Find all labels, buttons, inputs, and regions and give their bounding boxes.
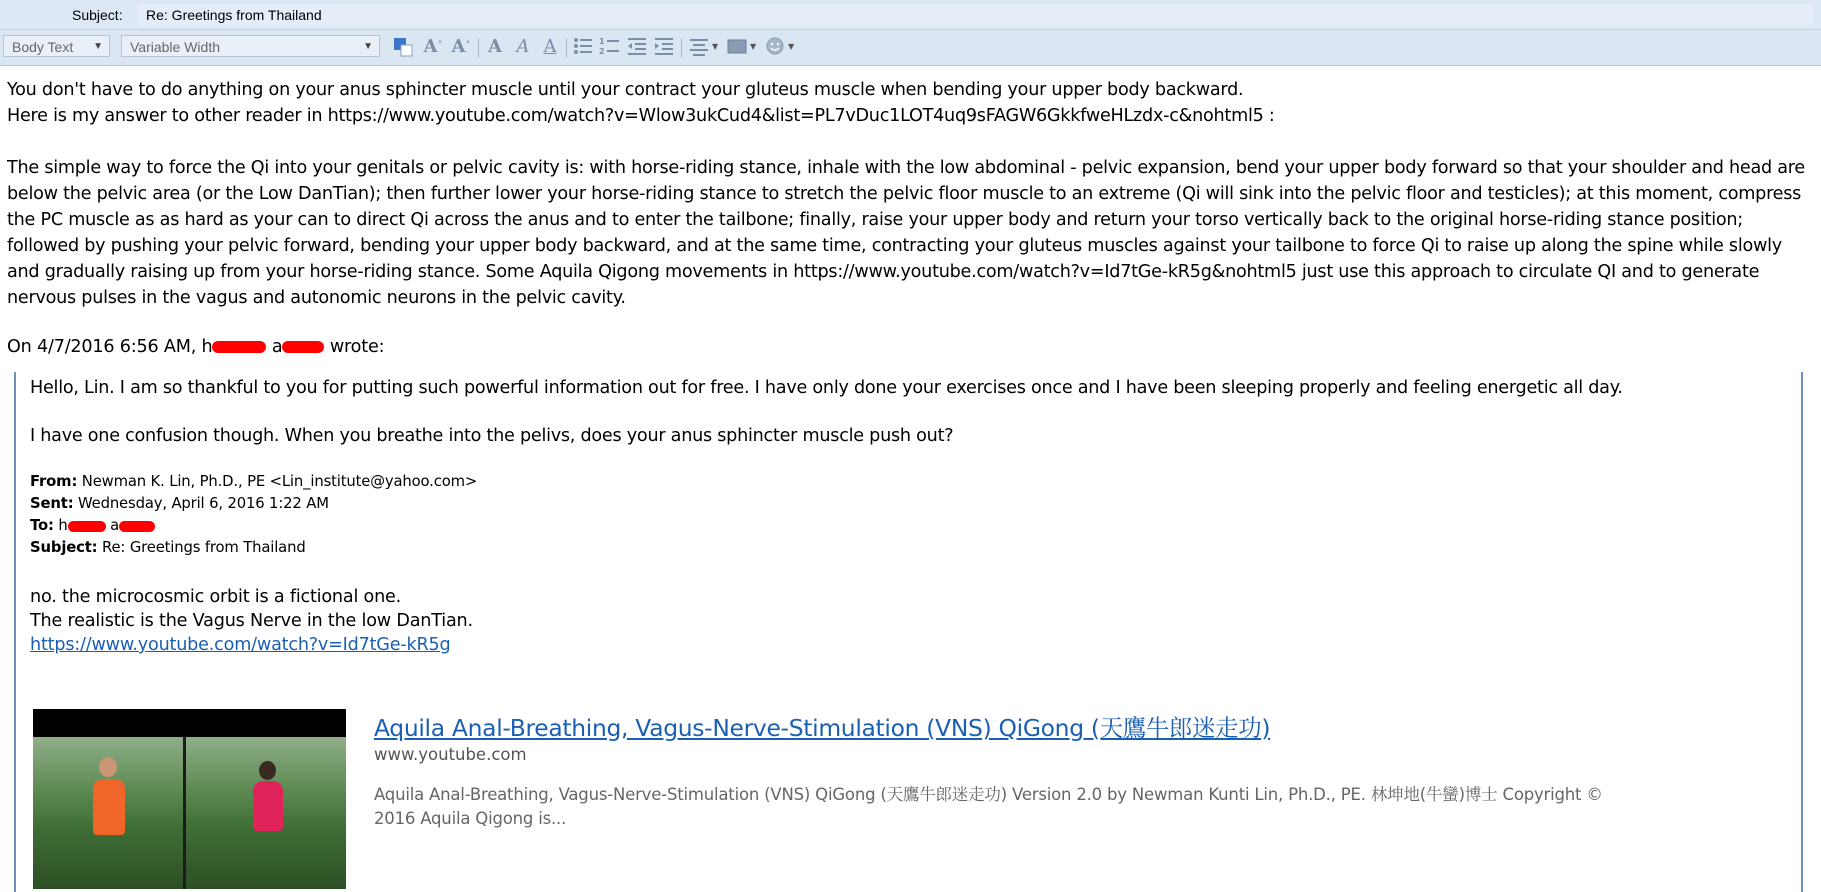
emoji-icon[interactable] (762, 35, 788, 59)
subject-label: Subject: (72, 7, 123, 23)
align-icon[interactable] (686, 35, 712, 59)
video-description: Aquila Anal-Breathing, Vagus-Nerve-Stimulation (VNS) QiGong (天鷹牛郎迷走功) Version 2.0 by Newman Kunti Lin, Ph.D., PE. 林坤地(牛蠻)博士 Copyright © 2016 Aquila Qigong is... (374, 785, 1603, 828)
quote-line-1: Hello, Lin. I am so thankful to you for putting such powerful information out for free. I have only done your exercises once and I have been sleeping properly and feeling energetic all day. (30, 378, 1623, 398)
sent-value: Wednesday, April 6, 2016 1:22 AM (73, 495, 329, 512)
redaction-mark (212, 341, 266, 353)
svg-text:1: 1 (599, 37, 605, 46)
redaction-mark (282, 341, 324, 353)
chevron-down-icon[interactable]: ▼ (712, 42, 719, 51)
bold-icon[interactable]: A (488, 36, 502, 57)
redaction-mark (119, 521, 155, 532)
video-thumbnail[interactable] (33, 709, 346, 889)
reply-line-1: no. the microcosmic orbit is a fictional one. (30, 587, 402, 607)
toolbar-divider (478, 38, 479, 58)
font-value: Variable Width (130, 39, 221, 55)
youtube-link[interactable]: https://www.youtube.com/watch?v=Id7tGe-kR5g (30, 635, 451, 655)
quoted-subject-value: Re: Greetings from Thailand (97, 539, 306, 556)
underline-icon[interactable]: A (543, 36, 557, 57)
subject-input[interactable]: Re: Greetings from Thailand (138, 4, 1813, 26)
sent-line (30, 495, 329, 512)
paragraph-style-select[interactable] (3, 35, 110, 57)
font-select[interactable] (121, 35, 380, 57)
sent-label: Sent: (30, 495, 74, 512)
video-domain: www.youtube.com (374, 745, 527, 764)
to-line: To: h a (30, 517, 155, 534)
italic-icon[interactable]: A (516, 36, 530, 57)
redaction-mark (68, 521, 106, 532)
chevron-down-icon[interactable]: ▼ (750, 42, 757, 51)
increase-font-icon[interactable]: A˄ (451, 36, 471, 57)
body-line-2: Here is my answer to other reader in https://www.youtube.com/watch?v=Wlow3ukCud4&list=PL7vDuc1LOT4uq9sFAGW6GkkfweHLzdx-c&nohtml5 : (7, 106, 1275, 126)
chevron-down-icon: ▼ (93, 41, 103, 52)
bullet-list-icon[interactable] (570, 35, 596, 59)
attribution-suffix: wrote: (324, 337, 385, 357)
paragraph-style-value: Body Text (12, 39, 74, 55)
chevron-down-icon[interactable]: ▼ (788, 42, 795, 51)
insert-icon[interactable] (724, 35, 750, 59)
toolbar-divider (681, 38, 682, 58)
quoted-message (14, 372, 1803, 892)
reply-text (30, 585, 473, 657)
to-label: To: (30, 517, 54, 534)
video-title-link[interactable]: Aquila Anal-Breathing, Vagus-Nerve-Stimulation (VNS) QiGong (天鷹牛郎迷走功) (374, 714, 1271, 742)
to-value: h (53, 517, 68, 534)
toolbar-divider (566, 38, 567, 58)
numbered-list-icon[interactable] (597, 35, 623, 59)
quote-line-2: I have one confusion though. When you breathe into the pelivs, does your anus sphincter muscle push out? (30, 426, 954, 446)
from-value: Newman K. Lin, Ph.D., PE <Lin_institute@yahoo.com> (77, 473, 478, 490)
quote-attribution: On 4/7/2016 6:56 AM, h a wrote: (7, 337, 385, 357)
quoted-subject-label: Subject: (30, 539, 98, 556)
formatting-toolbar (0, 30, 1821, 66)
from-label: From: (30, 473, 78, 490)
text-color-icon[interactable] (390, 35, 416, 59)
subject-row (0, 0, 1821, 30)
message-body[interactable] (7, 77, 1815, 311)
subject-line (30, 539, 306, 556)
reply-line-2: The realistic is the Vagus Nerve in the low DanTian. (30, 611, 473, 631)
decrease-font-icon[interactable]: A˅ (423, 36, 443, 57)
body-paragraph: The simple way to force the Qi into your genitals or pelvic cavity is: with horse-riding stance, inhale with the low abdominal - pelvic expansion, bend your upper body forward so that your shoulder and head are below the pelvic area (or the Low DanTian); then further lower your horse-riding stance to stretch the pelvic floor muscle to an extreme (Qi will sink into the pelvic floor and testicles); at this moment, compress the PC muscle as as hard as your can to direct Qi across the anus and to enter the tailbone; finally, raise your upper body and return your torso vertically back to the original horse-riding stance position; followed by pushing your pelvic forward, bending your upper body backward, and at the same time, contracting your gluteus muscles against your tailbone to force Qi to raise up along the spine while slowly and gradually raising up from your horse-riding stance. Some Aquila Qigong movements in https://www.youtube.com/watch?v=Id7tGe-kR5g&nohtml5 just use this approach to circulate QI and to generate nervous pulses in the vagus and autonomic neurons in the pelvic cavity. (7, 158, 1805, 308)
body-line-1: You don't have to do anything on your anus sphincter muscle until your contract your gluteus muscle when bending your upper body backward. (7, 80, 1244, 100)
from-line (30, 473, 477, 490)
attribution-prefix: On 4/7/2016 6:56 AM, h (7, 337, 213, 357)
outdent-icon[interactable] (624, 35, 650, 59)
chevron-down-icon: ▼ (363, 41, 373, 52)
indent-icon[interactable] (651, 35, 677, 59)
svg-text:2: 2 (599, 47, 605, 56)
